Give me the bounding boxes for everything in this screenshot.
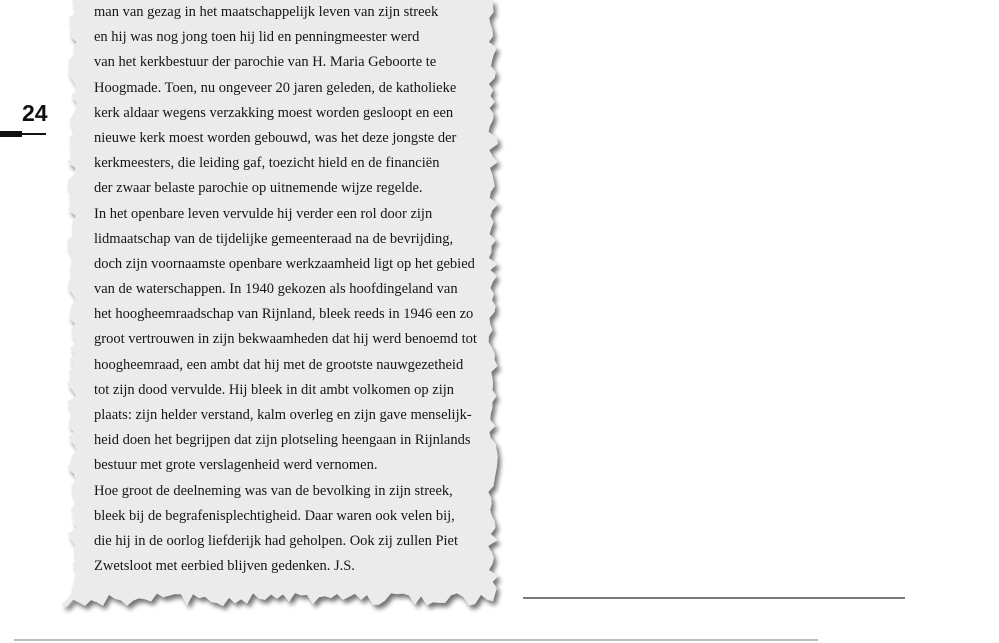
page-bottom-rule — [14, 639, 818, 641]
article-line: hoogheemraad, een ambt dat hij met de grootste nauwgezetheid — [94, 356, 464, 373]
column-divider-rule — [523, 597, 905, 599]
article-line: Hoogmade. Toen, nu ongeveer 20 jaren geleden, de katholieke — [94, 79, 457, 96]
article-line: kerk aldaar wegens verzakking moest worden gesloopt en een — [94, 104, 454, 121]
article-line: van het kerkbestuur der parochie van H. Maria Geboorte te — [94, 54, 437, 71]
page-number: 24 — [22, 100, 48, 126]
article-line: die hij in de oorlog liefderijk had geholpen. Ook zij zullen Piet — [94, 532, 459, 549]
article-line: van de waterschappen. In 1940 gekozen als hoofdingeland van — [94, 281, 458, 298]
article-line: plaats: zijn helder verstand, kalm overleg en zijn gave menselijk- — [94, 407, 472, 423]
article-line: der zwaar belaste parochie op uitnemende wijze regelde. — [94, 180, 423, 197]
article-line: doch zijn voornaamste openbare werkzaamheid ligt op het gebied — [94, 255, 475, 272]
article-line: heid doen het begrijpen dat zijn plotseling heengaan in Rijnlands — [94, 432, 471, 449]
article-line: het hoogheemraadschap van Rijnland, bleek reeds in 1946 een zo — [94, 306, 474, 323]
article-line: bestuur met grote verslagenheid werd vernomen. — [94, 457, 378, 474]
article-line: tot zijn dood vervulde. Hij bleek in dit ambt volkomen op zijn — [94, 381, 455, 398]
article-line: en hij was nog jong toen hij lid en penningmeester werd — [94, 29, 420, 46]
article-line: lidmaatschap van de tijdelijke gemeenteraad na de bevrijding, — [94, 230, 454, 247]
article-line: Zwetsloot met eerbied blijven gedenken. J.S. — [94, 558, 355, 575]
article-line: kerkmeesters, die leiding gaf, toezicht hield en de financiën — [94, 155, 440, 172]
article-line: Hoe groot de deelneming was van de bevolking in zijn streek, — [94, 482, 453, 499]
article-line: groot vertrouwen in zijn bekwaamheden dat hij werd benoemd tot — [94, 331, 477, 348]
article-line: nieuwe kerk moest worden gebouwd, was het deze jongste der — [94, 129, 457, 146]
article-text — [94, 0, 494, 579]
article-line: bleek bij de begrafenisplechtigheid. Daar waren ook velen bij, — [94, 507, 455, 524]
article-line: man van gezag in het maatschappelijk leven van zijn streek — [94, 4, 439, 20]
article-line: In het openbare leven vervulde hij verder een rol door zijn — [94, 205, 433, 222]
